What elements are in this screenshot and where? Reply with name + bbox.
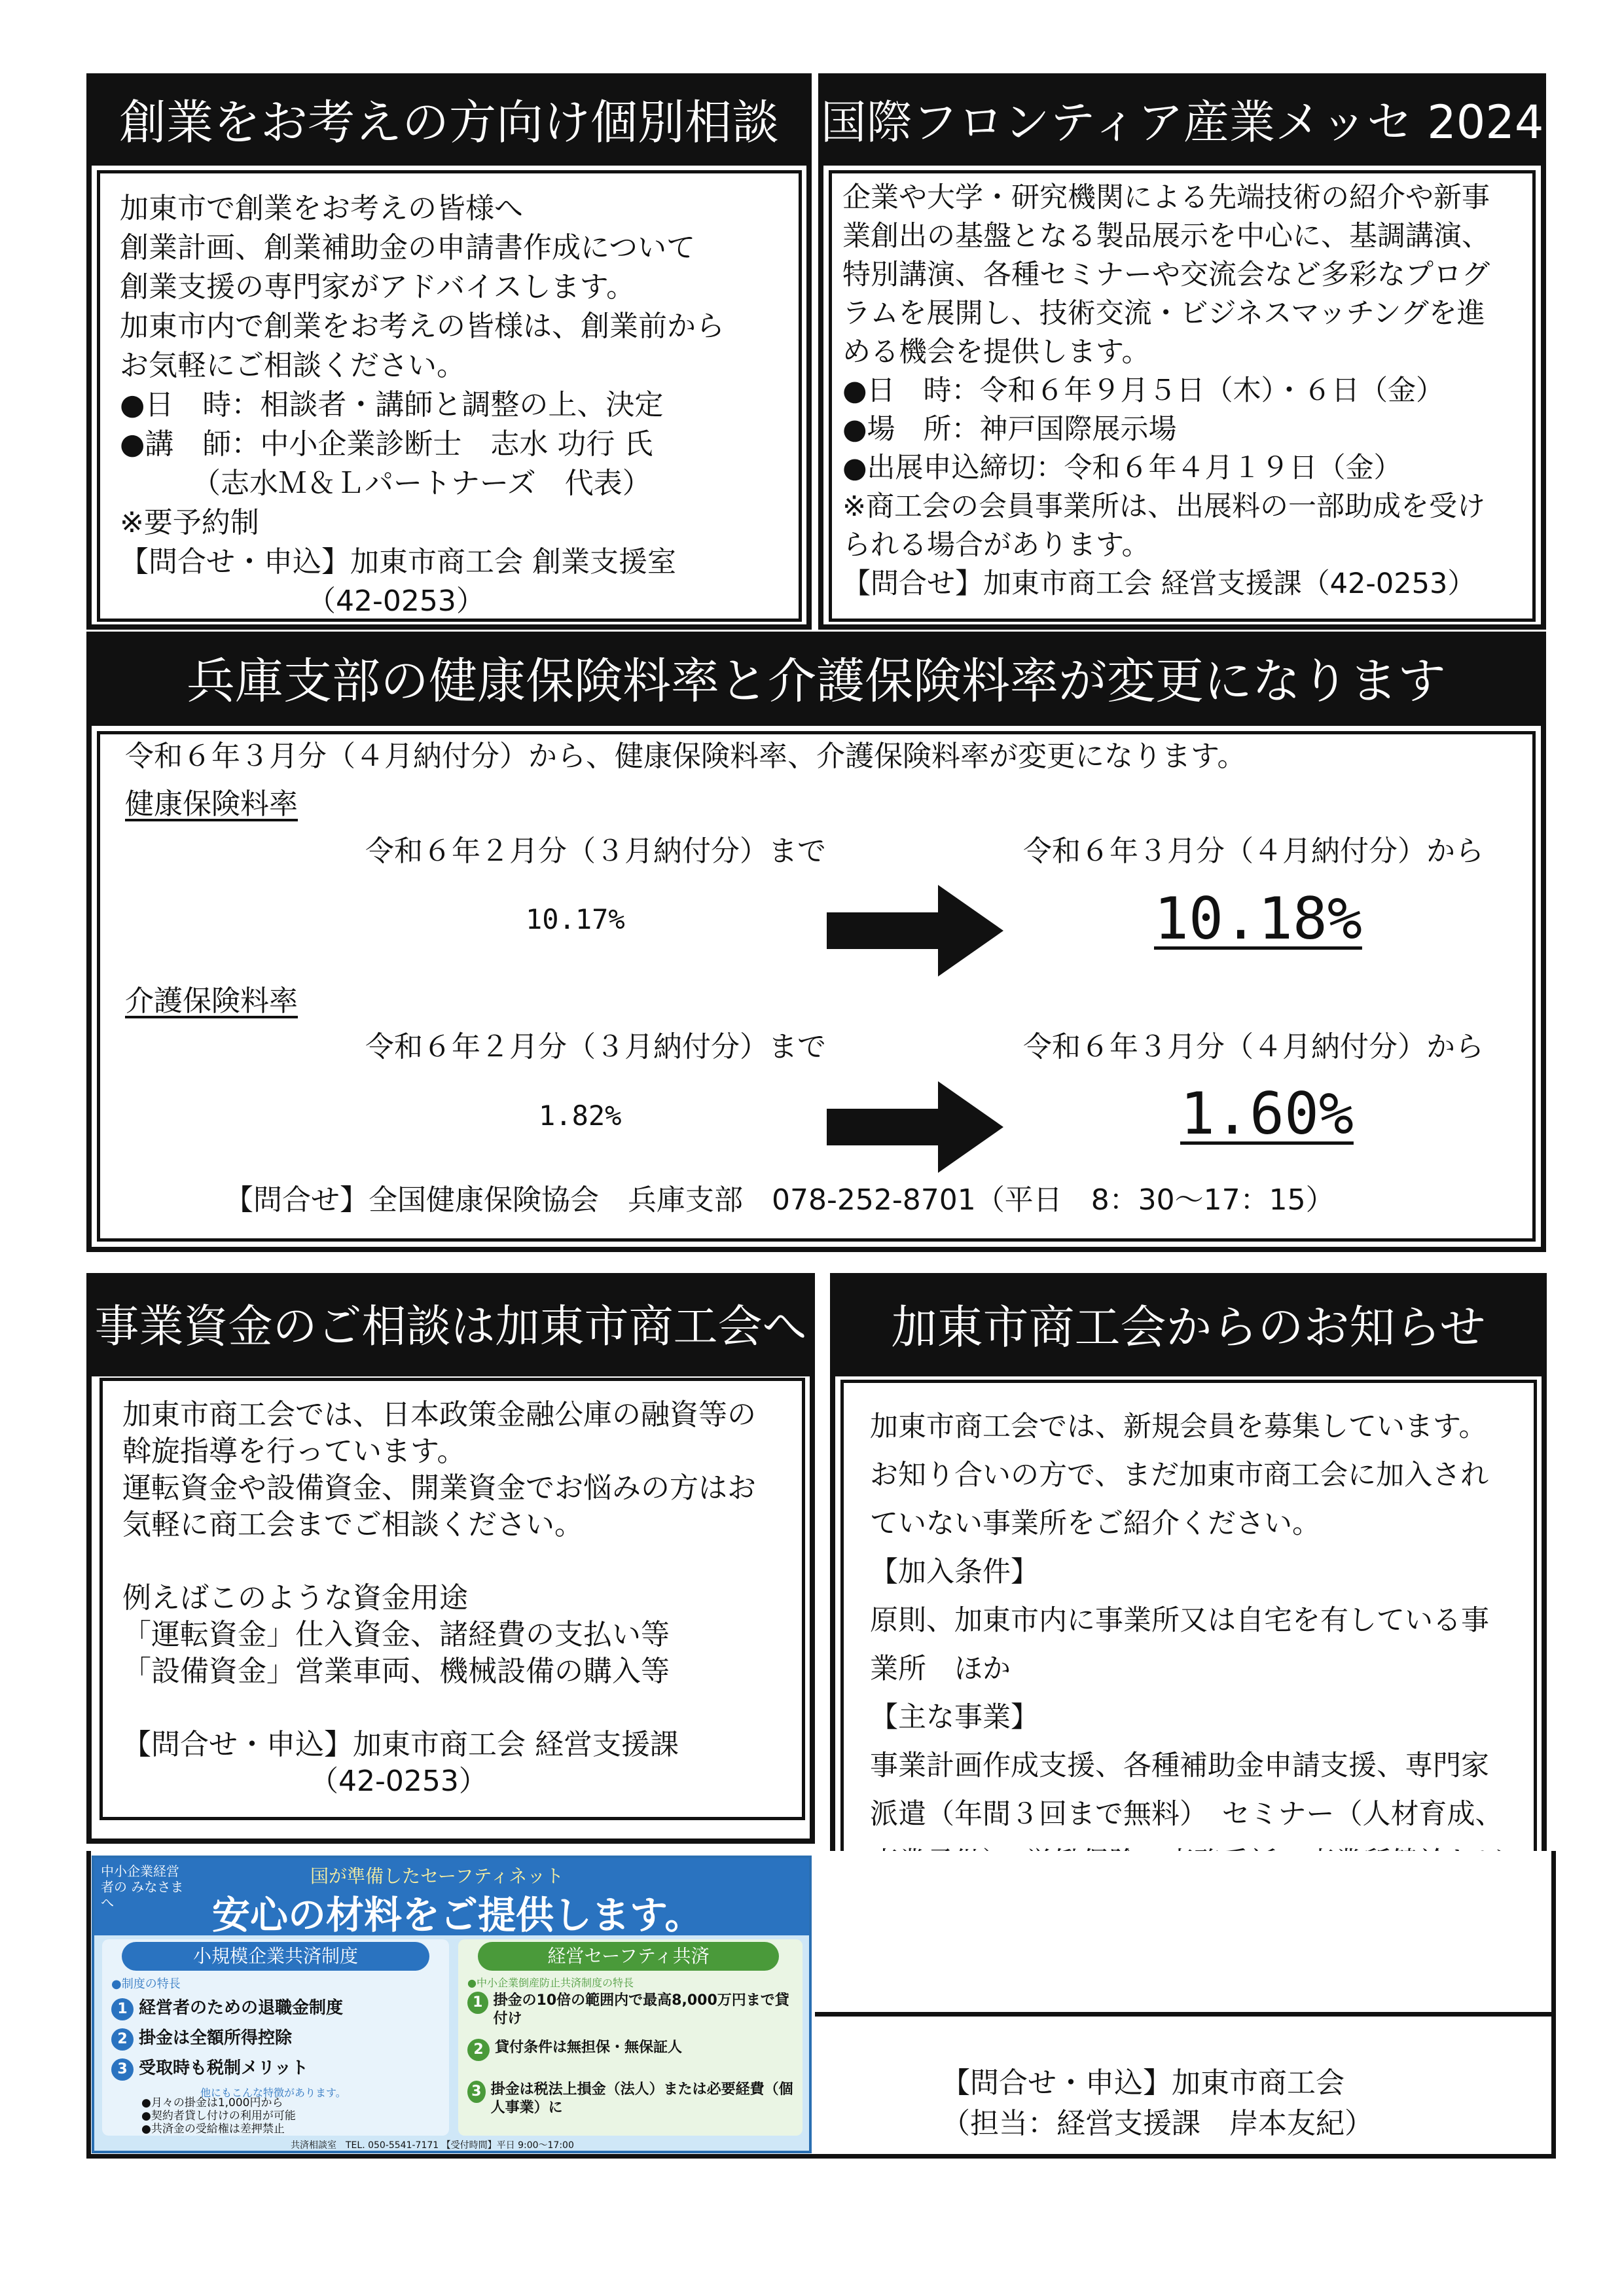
brochure-left-extra bbox=[141, 2096, 296, 2136]
health-after-rate: 10.18% bbox=[1154, 885, 1362, 952]
brochure-left-item bbox=[111, 2024, 292, 2051]
brochure-right-item-text: 貸付条件は無担保・無保証人 bbox=[495, 2039, 683, 2056]
startup-line: ●日 時：相談者・講師と調整の上、決定 bbox=[120, 388, 664, 422]
messe-line: ※商工会の会員事業所は、出展料の一部助成を受け bbox=[842, 490, 1486, 523]
health-label: 健康保険料率 bbox=[125, 787, 298, 821]
messe-line: ●出展申込締切：令和６年４月１９日（金） bbox=[842, 452, 1402, 484]
startup-line: （42-0253） bbox=[120, 584, 485, 618]
funds-line: 「設備資金」営業車両、機械設備の購入等 bbox=[122, 1655, 670, 1688]
funds-title: 事業資金のご相談は加東市商工会へ bbox=[92, 1278, 810, 1376]
care-label: 介護保険料率 bbox=[125, 984, 298, 1018]
startup-section bbox=[86, 73, 812, 630]
startup-line: ※要予約制 bbox=[120, 506, 259, 539]
messe-line: 業創出の基盤となる製品展示を中心に、基調講演、 bbox=[842, 220, 1490, 253]
brochure-footer: 共済相談室 TEL. 050-5541-7171 【受付時間】平日 9:00～17:00 bbox=[291, 2140, 574, 2151]
brochure-left-extra-line: ●月々の掛金は1,000円から bbox=[141, 2096, 283, 2109]
number-2-icon: 2 bbox=[467, 2039, 490, 2061]
health-after-period: 令和６年３月分（４月納付分）から bbox=[1023, 834, 1484, 868]
messe-line: める機会を提供します。 bbox=[842, 336, 1150, 368]
notice-line: 【加入条件】 bbox=[870, 1556, 1039, 1588]
funds-section bbox=[86, 1273, 815, 1844]
health-before-period: 令和６年２月分（３月納付分）まで bbox=[365, 834, 826, 868]
brochure-right-item-text: 掛金の10倍の範囲内で最高8,000万円まで貸付け bbox=[493, 1992, 789, 2027]
care-after-period: 令和６年３月分（４月納付分）から bbox=[1023, 1030, 1484, 1064]
brochure-right-title: 経営セーフティ共済 bbox=[478, 1942, 779, 1971]
brochure-left-item-text: 掛金は全額所得控除 bbox=[139, 2028, 293, 2048]
brochure-subtitle: 国が準備したセーフティネット bbox=[310, 1865, 564, 1887]
brochure-left-item-text: 受取時も税制メリット bbox=[139, 2058, 308, 2078]
brochure-left-item bbox=[111, 2054, 308, 2081]
startup-line: お気軽にご相談ください。 bbox=[120, 349, 465, 382]
number-3-icon: 3 bbox=[467, 2081, 486, 2103]
notice-line: ていない事業所をご紹介ください。 bbox=[870, 1507, 1320, 1540]
brochure-right-caption: ●中小企業倒産防止共済制度の特長 bbox=[467, 1977, 634, 1989]
health-arrow-icon bbox=[827, 885, 1003, 977]
funds-text bbox=[122, 1397, 756, 1800]
notice-line: 事業計画作成支援、各種補助金申請支援、専門家 bbox=[870, 1749, 1489, 1782]
brochure-left-title: 小規模企業共済制度 bbox=[122, 1942, 429, 1971]
startup-line: 【問合せ・申込】加東市商工会 創業支援室 bbox=[120, 545, 676, 579]
brochure-left-item bbox=[111, 1994, 343, 2020]
startup-line: （志水Ｍ＆Ｌパートナーズ 代表） bbox=[120, 467, 651, 500]
startup-line: 創業計画、創業補助金の申請書作成について bbox=[120, 231, 696, 264]
notice-line: 派遣（年間３回まで無料） セミナー（人材育成、 bbox=[870, 1798, 1504, 1831]
bottom-frame-top bbox=[815, 2012, 1556, 2017]
startup-title: 創業をお考えの方向け個別相談 bbox=[92, 79, 806, 166]
care-arrow-icon bbox=[827, 1081, 1003, 1173]
messe-line: られる場合があります。 bbox=[842, 529, 1150, 562]
brochure-left-item-text: 経営者のための退職金制度 bbox=[139, 1998, 344, 2018]
messe-line: ●日 時：令和６年９月５日（木）・６日（金） bbox=[842, 374, 1445, 407]
number-3-icon: 3 bbox=[111, 2058, 134, 2081]
notice-line: 【主な事業】 bbox=[870, 1701, 1039, 1734]
funds-line bbox=[122, 1690, 756, 1727]
care-before-rate: 1.82% bbox=[539, 1100, 622, 1132]
funds-line: 運転資金や設備資金、開業資金でお悩みの方はお bbox=[122, 1471, 756, 1505]
brochure-headline: 安心の材料をご提供します。 bbox=[212, 1893, 703, 1937]
bottom-contact-line: （担当：経営支援課 岸本友紀） bbox=[941, 2107, 1373, 2140]
brochure-left-extra-title: 他にもこんな特徴があります。 bbox=[200, 2087, 346, 2099]
notice-line: 原則、加東市内に事業所又は自宅を有している事 bbox=[870, 1604, 1489, 1637]
brochure-left-extra-line: ●共済金の受給権は差押禁止 bbox=[141, 2123, 285, 2136]
brochure-corner: 中小企業経営者の みなさまへ bbox=[101, 1863, 184, 1910]
notice-line: 加東市商工会では、新規会員を募集しています。 bbox=[870, 1410, 1487, 1443]
brochure-right-item-text: 掛金は税法上損金（法人）または必要経費（個人事業）に bbox=[490, 2081, 793, 2116]
funds-line: 【問合せ・申込】加東市商工会 経営支援課 bbox=[122, 1728, 679, 1761]
brochure-right-item bbox=[467, 2081, 795, 2117]
notice-line: 業所 ほか bbox=[870, 1653, 1011, 1685]
funds-line: （42-0253） bbox=[122, 1765, 488, 1798]
startup-body bbox=[97, 170, 802, 622]
notice-line: お知り合いの方で、まだ加東市商工会に加入され bbox=[870, 1459, 1489, 1492]
startup-line: ●講 師：中小企業診断士 志水 功行 氏 bbox=[120, 427, 653, 461]
messe-section bbox=[818, 73, 1546, 630]
messe-text bbox=[842, 179, 1490, 603]
bottom-contact-line: 【問合せ・申込】加東市商工会 bbox=[941, 2066, 1344, 2100]
startup-line: 創業支援の専門家がアドバイスします。 bbox=[120, 270, 636, 304]
insurance-section bbox=[86, 632, 1546, 1252]
startup-text bbox=[120, 189, 725, 621]
brochure-left-extra-line: ●契約者貸し付けの利用が可能 bbox=[141, 2109, 296, 2123]
funds-body bbox=[99, 1378, 805, 1820]
messe-line: ●場 所：神戸国際展示場 bbox=[842, 413, 1177, 446]
messe-title: 国際フロンティア産業メッセ 2024 bbox=[823, 79, 1541, 166]
insurance-intro: 令和６年３月分（４月納付分）から、健康保険料率、介護保険料率が変更になります。 bbox=[125, 740, 1246, 773]
care-after-rate: 1.60% bbox=[1180, 1080, 1354, 1147]
funds-line: 例えばこのような資金用途 bbox=[122, 1581, 468, 1615]
insurance-body bbox=[97, 731, 1536, 1242]
insurance-title: 兵庫支部の健康保険料率と介護保険料率が変更になります bbox=[92, 637, 1541, 726]
health-before-rate: 10.17% bbox=[526, 903, 625, 935]
messe-body bbox=[829, 170, 1536, 622]
messe-line: ラムを展開し、技術交流・ビジネスマッチングを進 bbox=[842, 297, 1485, 330]
startup-line: 加東市内で創業をお考えの皆様は、創業前から bbox=[120, 310, 725, 343]
insurance-contact: 【問合せ】全国健康保険協会 兵庫支部 078-252-8701（平日 8：30～17：15） bbox=[225, 1183, 1335, 1217]
number-2-icon: 2 bbox=[111, 2028, 134, 2051]
brochure-header bbox=[94, 1858, 809, 1935]
messe-line: 特別講演、各種セミナーや交流会など多彩なプログ bbox=[842, 259, 1490, 291]
number-1-icon: 1 bbox=[111, 1998, 134, 2020]
bottom-contact bbox=[941, 2063, 1373, 2144]
funds-line: 「運転資金」仕入資金、諸経費の支払い等 bbox=[122, 1618, 670, 1651]
funds-line: 加東市商工会では、日本政策金融公庫の融資等の bbox=[122, 1398, 756, 1431]
startup-line: 加東市で創業をお考えの皆様へ bbox=[120, 192, 523, 225]
funds-line: 斡旋指導を行っています。 bbox=[122, 1435, 466, 1468]
notice-title: 加東市商工会からのお知らせ bbox=[835, 1278, 1542, 1376]
messe-line: 【問合せ】加東市商工会 経営支援課（42-0253） bbox=[842, 567, 1476, 600]
funds-line bbox=[122, 1543, 756, 1580]
brochure-right-item bbox=[467, 2039, 795, 2061]
funds-line: 気軽に商工会までご相談ください。 bbox=[122, 1508, 583, 1541]
mutual-aid-brochure bbox=[92, 1856, 812, 2153]
number-1-icon: 1 bbox=[467, 1992, 488, 2014]
care-before-period: 令和６年２月分（３月納付分）まで bbox=[365, 1030, 826, 1064]
messe-line: 企業や大学・研究機関による先端技術の紹介や新事 bbox=[842, 181, 1490, 214]
brochure-right-item bbox=[467, 1992, 795, 2028]
brochure-left-col bbox=[102, 1939, 449, 2136]
brochure-right-col bbox=[458, 1939, 803, 2136]
brochure-left-caption: ●制度の特長 bbox=[111, 1977, 181, 1991]
